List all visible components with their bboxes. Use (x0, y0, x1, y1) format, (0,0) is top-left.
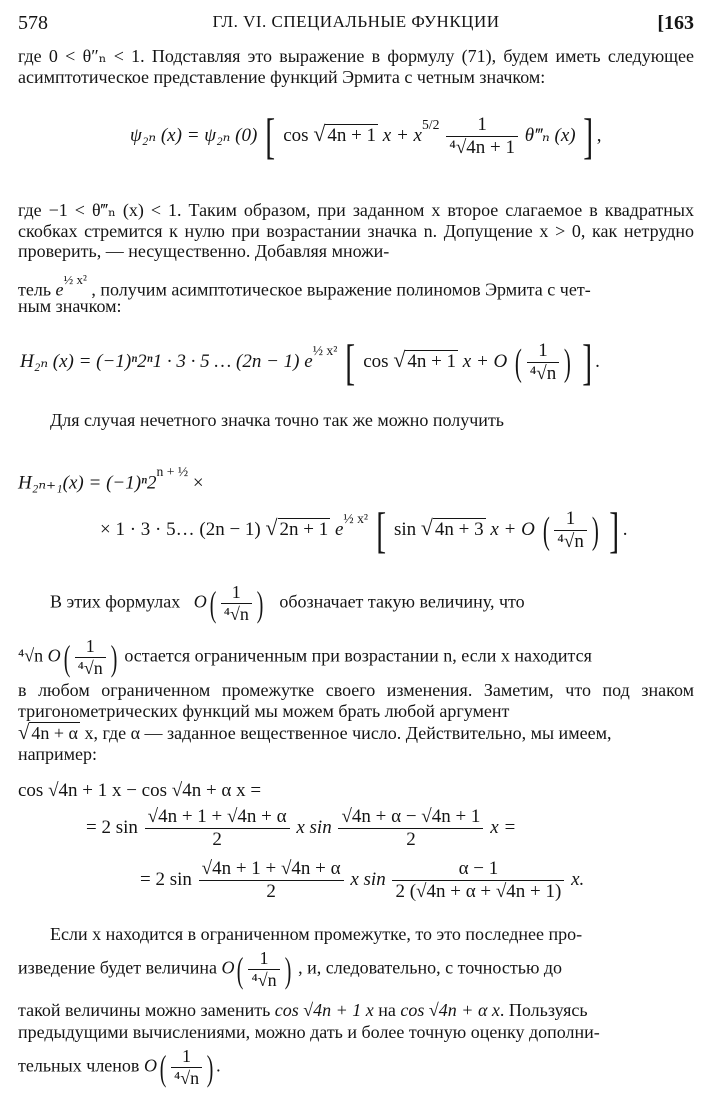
eq3b-left: × 1 · 3 · 5… (2n − 1) (100, 519, 261, 541)
eq2-fraction (527, 340, 560, 385)
p6-left: изведение будет величина (18, 957, 217, 978)
p6-right: , и, следовательно, с точностью до (298, 957, 563, 978)
equation-cos-diff-1: cos √4n + 1 x − cos √4n + α x = (18, 780, 262, 801)
o-numerator: 1 (248, 948, 279, 970)
eq2-numerator: 1 (527, 340, 560, 363)
o-denominator: ⁴√n (223, 604, 249, 624)
o-denominator: ⁴√n (77, 658, 103, 678)
o-fraction (75, 636, 106, 679)
eq3b-radicand: 2n + 1 (279, 519, 329, 541)
left-bracket: [ (345, 335, 356, 390)
alpha-radicand: 4n + α (31, 723, 78, 743)
eq4-l3-den1: 2 (266, 881, 276, 902)
left-bracket: [ (376, 503, 386, 558)
equation-h2n1-line2: × 1 · 3 · 5… (2n − 1) √ 2n + 1 $e^{\frac{1}{2} x^2}$ [ sin √ 4n + 3 x + O ( $\frac{1}{\text{⁴√n}}$ ) ] . (100, 503, 628, 558)
o-term: O (193, 591, 207, 612)
right-paren: ) (284, 949, 291, 990)
paragraph-5-end: например: (18, 744, 98, 764)
p7-mid: на (378, 1000, 396, 1020)
eq3b-numerator: 1 (554, 508, 587, 531)
sqrt-sign: √ (18, 722, 30, 744)
paragraph-2: где −1 < θ‴ₙ (x) < 1. Таким образом, при заданном x второе слагаемое в квадратных скобках стремится к нулю при возрастании значка n. Допущение x > 0, как нетрудно проверить, — несущественно. Добавляя множи- (18, 200, 694, 261)
p2-right: , получим асимптотическое выражение полиномов Эрмита с чет- (91, 279, 591, 300)
eq1-denominator: ⁴√4n + 1 (449, 137, 515, 159)
paragraph-7-line1 (18, 1000, 588, 1021)
equation-h2n1-line1 (18, 464, 204, 494)
e-factor-exponent: ½ x² (63, 272, 87, 287)
o-numerator: 1 (221, 582, 252, 604)
paragraph-5-line (18, 722, 611, 745)
o-fraction (248, 948, 279, 991)
section-number: [163 (657, 12, 694, 34)
eq1-left: ψ₂ₙ (x) = ψ₂ₙ (0) (130, 125, 258, 147)
eq3b-exponent: ½ x² (343, 510, 369, 526)
right-paren: ) (110, 637, 118, 678)
p5-tail: x, где α — заданное вещественное число. Действительно, мы имеем, (84, 723, 612, 743)
o-numerator: 1 (171, 1046, 202, 1068)
eq2-tail: x + O (462, 351, 508, 373)
left-bracket: [ (265, 109, 276, 164)
paragraph-4-line2 (18, 636, 592, 679)
eq3b-sin: sin (393, 519, 417, 541)
eq3-times: × (192, 472, 204, 494)
eq3-left: H₂ₙ₊₁(x) = (−1)ⁿ2 (18, 472, 157, 494)
eq4-l2-num1: √4n + 1 + √4n + α (145, 806, 290, 829)
sqrt-sign: √ (313, 122, 326, 147)
eq3-exponent: n + ½ (156, 464, 189, 479)
eq4-l3-frac1 (199, 858, 344, 903)
o-fraction (221, 582, 252, 625)
eq1-fraction (446, 114, 518, 159)
equation-cos-diff-2 (86, 806, 516, 851)
o-term: O (47, 645, 61, 666)
eq4-l2-den2: 2 (406, 829, 416, 850)
right-paren: ) (256, 583, 264, 624)
equation-psi: ψ₂ₙ (x) = ψ₂ₙ (0) [ cos √ 4n + 1 $x + x^{5/2}$ $\frac{1}{\text{⁴√4n + 1}}$ θ‴ₙ (x) ] , (130, 109, 602, 164)
right-paren: ) (591, 509, 599, 552)
e-factor: e (55, 279, 64, 300)
o-term: O (221, 957, 235, 978)
o-numerator: 1 (75, 636, 106, 658)
o-fraction (171, 1046, 202, 1089)
eq4-l3-den2: 2 (√4n + α + √4n + 1) (395, 881, 562, 902)
paragraph-1: где 0 < θ″ₙ < 1. Подставляя это выражение в формулу (71), будем иметь следующее асимптотическое представление функций Эрмита с четным значком: (18, 46, 694, 87)
left-paren: ( (542, 509, 550, 552)
eq2-denominator: ⁴√n (529, 363, 557, 385)
o-denominator: ⁴√n (251, 970, 277, 990)
eq4-l3-frac2 (392, 858, 564, 903)
eq4-l2-num2: √4n + α − √4n + 1 (338, 806, 483, 829)
paragraph-3: Для случая нечетного значка точно так же можно получить (50, 410, 505, 430)
eq4-l3-lead: = 2 sin (140, 868, 192, 890)
eq4-l2-frac2 (338, 806, 483, 851)
cos-b: cos √4n + α x (400, 1000, 500, 1020)
eq4-l2-den1: 2 (212, 829, 222, 850)
equation-h2n: H₂ₙ (x) = (−1)ⁿ2ⁿ1 · 3 · 5 … (2n − 1) $e^{\frac{1}{2} x^2}$ [ cos √ 4n + 1 x + O ( $\frac{1}{\text{⁴√n}}$ ) ] . (20, 335, 600, 390)
eq1-plus: x + x (382, 125, 422, 147)
eq3b-fraction (554, 508, 587, 553)
p7-end: тельных членов (18, 1055, 140, 1076)
left-paren: ( (209, 583, 217, 624)
eq1-numerator: 1 (446, 114, 518, 137)
eq2-exponent: ½ x² (312, 342, 338, 358)
paragraph-7-line3: тельных членов O( $\frac{1}{\text{⁴√n}}$ ) . (18, 1046, 221, 1088)
eq4-l2-mid: x sin (296, 816, 332, 838)
paragraph-5: в любом ограниченном промежутке своего изменения. Заметим, что под знаком тригонометрических функций мы можем брать любой аргумент (18, 680, 694, 721)
p4-left: В этих формулах (50, 591, 181, 612)
eq3b-denominator: ⁴√n (557, 531, 584, 553)
o-term: O (143, 1055, 157, 1076)
sqrt-sign: √ (420, 516, 433, 541)
paragraph-7-line2: предыдущими вычислениями, можно дать и более точную оценку дополни- (18, 1022, 600, 1042)
left-paren: ( (159, 1047, 167, 1088)
cos-a: cos √4n + 1 x (274, 1000, 374, 1020)
eq4-l2-frac1 (145, 806, 290, 851)
sqrt-sign: √ (265, 516, 278, 541)
paragraph-4-line1 (50, 582, 525, 625)
paragraph-2-end: ным значком: (18, 296, 122, 316)
p4-right: обозначает такую величину, что (279, 591, 525, 612)
eq4-l3-num1: √4n + 1 + √4n + α (199, 858, 344, 881)
left-paren: ( (63, 637, 70, 678)
eq1-cos: cos (283, 125, 309, 147)
left-paren: ( (514, 341, 522, 384)
eq3b-radicand-2: 4n + 3 (434, 519, 484, 541)
right-bracket: ] (609, 503, 620, 558)
right-bracket: ] (583, 109, 594, 164)
eq2-radicand: 4n + 1 (407, 351, 457, 373)
p2-left: тель (18, 279, 52, 300)
eq4-l3-mid: x sin (350, 868, 386, 890)
eq4-l2-lead: = 2 sin (86, 816, 138, 838)
eq1-theta: θ‴ₙ (x) (524, 125, 576, 147)
eq3b-tail: x + O (490, 519, 535, 541)
left-paren: ( (237, 949, 244, 990)
eq4-l3-num2: α − 1 (392, 858, 564, 881)
running-title: ГЛ. VI. СПЕЦИАЛЬНЫЕ ФУНКЦИИ (212, 12, 500, 31)
p7-right: . Пользуясь (499, 1000, 588, 1020)
eq1-exponent: 5/2 (421, 116, 440, 132)
p7-left: такой величины можно заменить (18, 1000, 271, 1020)
right-paren: ) (206, 1047, 214, 1088)
p4-tail: остается ограниченным при возрастании n, если x находится (124, 645, 592, 666)
right-paren: ) (564, 341, 572, 384)
paragraph-6-line2 (18, 948, 562, 991)
root-n: ⁴√n (18, 645, 44, 666)
equation-cos-diff-3 (140, 858, 584, 903)
page-number: 578 (18, 12, 48, 34)
eq3b-e: e (334, 519, 344, 541)
paragraph-6-line1: Если x находится в ограниченном промежутке, то это последнее про- (50, 924, 583, 944)
sqrt-sign: √ (393, 348, 406, 373)
eq4-l3-end: x. (571, 868, 585, 890)
o-denominator: ⁴√n (173, 1068, 200, 1088)
eq2-cos: cos (363, 351, 389, 373)
eq4-l2-end: x = (490, 816, 517, 838)
eq1-radicand: 4n + 1 (327, 125, 377, 147)
eq2-left: H₂ₙ (x) = (−1)ⁿ2ⁿ1 · 3 · 5 … (2n − 1) e (20, 351, 313, 373)
right-bracket: ] (581, 335, 592, 390)
